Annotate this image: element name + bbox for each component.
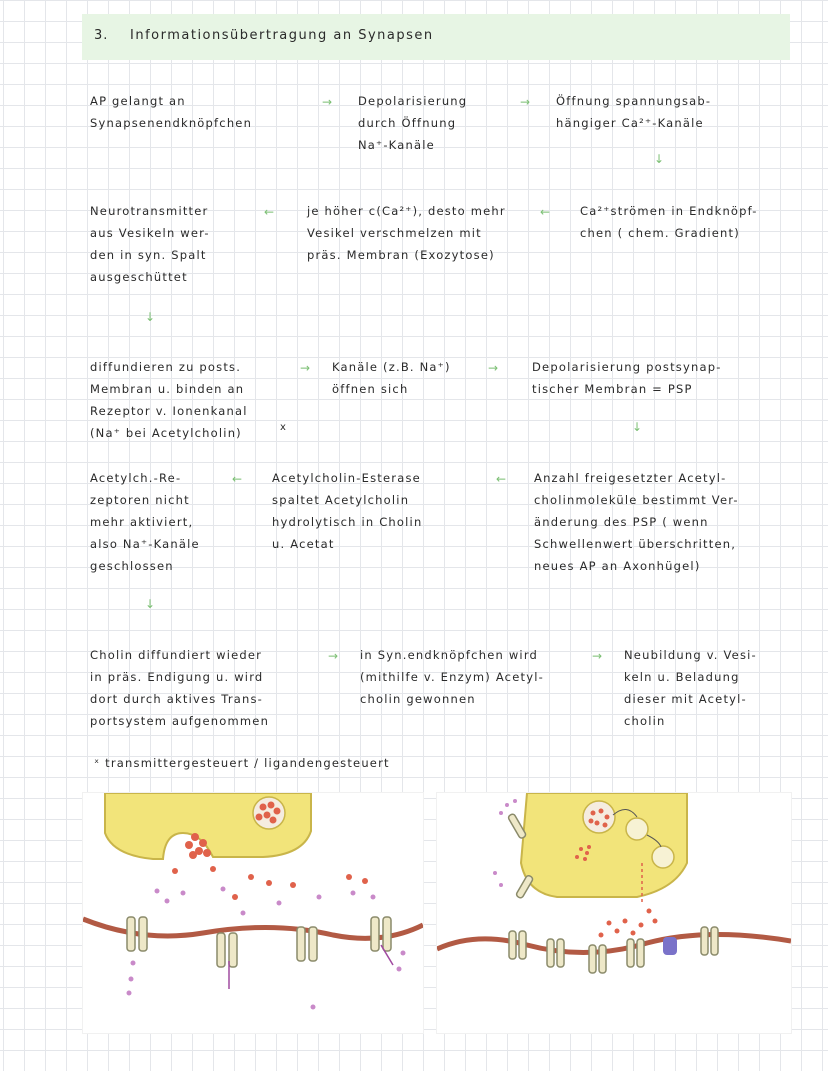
empty-vesicle <box>652 846 674 868</box>
page-title: Informationsübertragung an Synapsen <box>130 28 434 43</box>
arrow-right-icon: → <box>592 649 603 663</box>
vesicle <box>583 801 615 833</box>
arrow-down-icon: ↓ <box>145 310 156 324</box>
arrow-right-icon: → <box>488 361 499 375</box>
ion-channel-receptors <box>127 917 391 967</box>
arrow-left-icon: ← <box>232 472 243 486</box>
step-molecule-count: Anzahl freigesetzter Acetyl- cholinmoleküle bestimmt Ver- änderung des PSP ( wenn Schwellenwert überschritten, neues AP an Axonhügel) <box>534 471 739 573</box>
step-choline-reuptake: Cholin diffundiert wieder in präs. Endigung u. wird dort durch aktives Trans- portsystem aufgenommen <box>90 648 270 728</box>
arrow-down-icon: ↓ <box>145 597 156 611</box>
empty-vesicle <box>626 818 648 840</box>
step-receptors-inactive: Acetylch.-Re- zeptoren nicht mehr aktiviert, also Na⁺-Kanäle geschlossen <box>90 471 200 573</box>
heading-bar <box>82 14 790 60</box>
step-exocytosis: je höher c(Ca²⁺), desto mehr Vesikel verschmelzen mit präs. Membran (Exozytose) <box>307 204 506 262</box>
footnote: ˣ transmittergesteuert / ligandengesteuert <box>94 756 390 770</box>
acetylcholinesterase <box>663 937 677 955</box>
step-depolarisation: Depolarisierung durch Öffnung Na⁺-Kanäle <box>358 94 468 152</box>
arrow-right-icon: → <box>300 361 311 375</box>
step-psp: Depolarisierung postsynap- tischer Membran = PSP <box>532 360 722 396</box>
arrow-right-icon: → <box>328 649 339 663</box>
step-channels-open: Kanäle (z.B. Na⁺) öffnen sich <box>332 360 451 396</box>
step-ca-influx: Ca²⁺strömen in Endknöpf- chen ( chem. Gradient) <box>580 204 758 240</box>
arrow-right-icon: → <box>520 95 531 109</box>
arrow-right-icon: → <box>322 95 333 109</box>
step-vesicle-formation: Neubildung v. Vesi- keln u. Beladung dieser mit Acetyl- cholin <box>624 648 757 728</box>
step-ca-channels-open: Öffnung spannungsab- hängiger Ca²⁺-Kanäle <box>556 94 712 130</box>
arrow-down-icon: ↓ <box>654 152 665 166</box>
synapse-recycling-illustration <box>436 792 792 1034</box>
heading-number: 3. <box>94 28 109 43</box>
step-acetylcholine-synthesis: in Syn.endknöpfchen wird (mithilfe v. Enzym) Acetyl- cholin gewonnen <box>360 648 544 706</box>
step-transmitter-release: Neurotransmitter aus Vesikeln wer- den in syn. Spalt ausgeschüttet <box>90 204 210 284</box>
transmitter-molecules <box>127 887 406 1010</box>
arrow-left-icon: ← <box>496 472 507 486</box>
arrow-left-icon: ← <box>264 205 275 219</box>
footnote-marker: x <box>280 422 286 433</box>
step-esterase: Acetylcholin-Esterase spaltet Acetylcholin hydrolytisch in Cholin u. Acetat <box>272 471 423 551</box>
synapse-release-illustration <box>82 792 424 1034</box>
postsynaptic-membrane <box>437 934 791 952</box>
step-diffusion-binding: diffundieren zu posts. Membran u. binden an Rezeptor v. Ionenkanal (Na⁺ bei Acetylcholin) <box>90 360 248 440</box>
step-ap-arrives: AP gelangt an Synapsenendknöpfchen <box>90 94 253 130</box>
arrow-left-icon: ← <box>540 205 551 219</box>
arrow-down-icon: ↓ <box>632 420 643 434</box>
